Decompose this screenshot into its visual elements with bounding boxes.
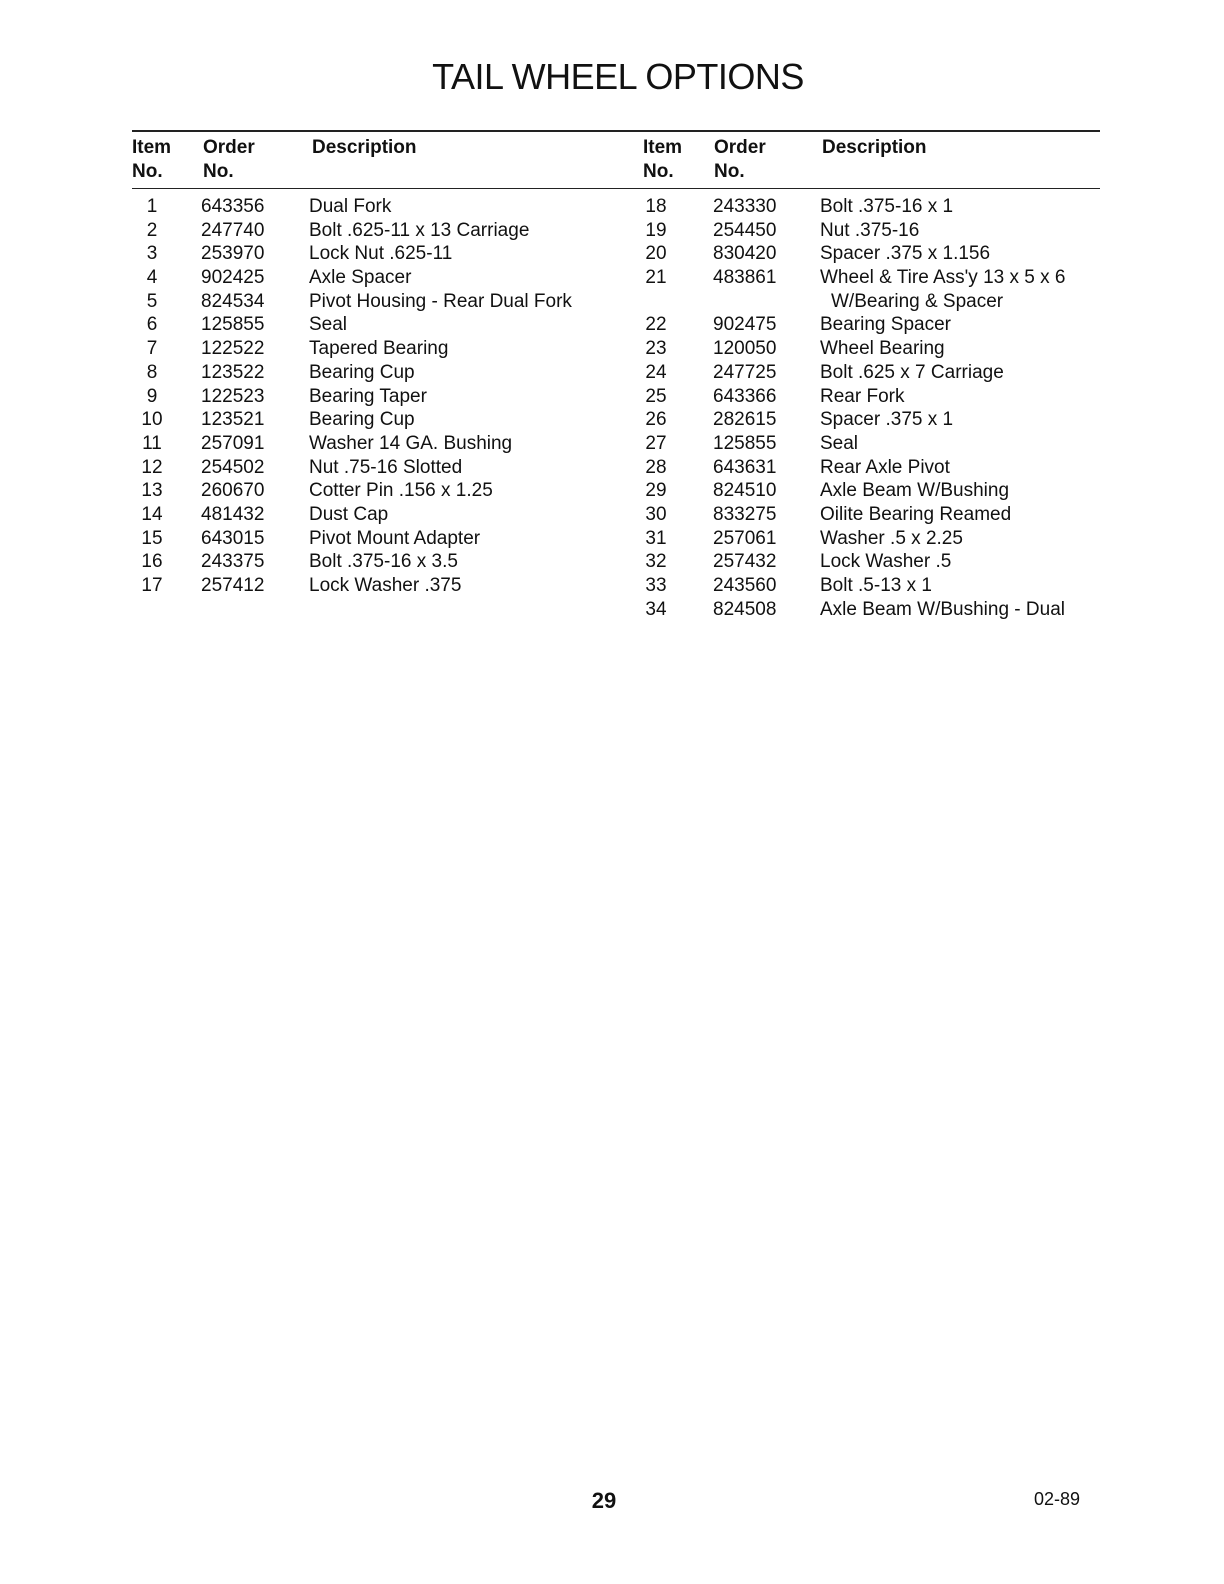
item-no-cell: 31 — [645, 527, 667, 549]
order-no-cell: 120050 — [713, 338, 777, 360]
order-no-cell: 481432 — [201, 503, 265, 525]
item-no-cell: 1 — [146, 196, 158, 217]
description-cell: Bolt .5-13 x 1 — [820, 575, 932, 596]
order-no-cell: 122523 — [201, 385, 265, 407]
order-no-cell: 123522 — [201, 361, 265, 383]
description-cell: Seal — [820, 432, 859, 454]
order-no-cell: 643015 — [201, 527, 265, 549]
item-no-cell: 6 — [146, 314, 158, 336]
item-no-cell: 34 — [645, 598, 667, 620]
item-no-cell: 15 — [141, 527, 163, 549]
description-cell: Washer 14 GA. Bushing — [309, 432, 513, 454]
item-no-cell: 33 — [645, 575, 667, 596]
item-no-cell: 32 — [645, 551, 667, 573]
order-no-cell: 260670 — [201, 480, 265, 502]
item-no-cell: 18 — [645, 196, 667, 217]
description-cell: Bolt .625 x 7 Carriage — [820, 361, 1004, 383]
item-no-cell: 3 — [146, 243, 158, 265]
description-cell: Bearing Taper — [309, 385, 427, 407]
description-cell: Dual Fork — [309, 196, 392, 217]
item-no-cell: 5 — [146, 290, 158, 312]
item-no-cell: 24 — [645, 361, 667, 383]
description-cell: Lock Washer .5 — [820, 551, 952, 573]
description-cell: Washer .5 x 2.25 — [820, 527, 963, 549]
order-no-cell: 282615 — [713, 409, 777, 431]
description-cell: Wheel Bearing — [820, 338, 945, 360]
description-cell: Cotter Pin .156 x 1.25 — [309, 480, 493, 502]
item-no-cell: 10 — [141, 409, 163, 431]
description-cell: Rear Axle Pivot — [820, 456, 950, 478]
item-no-cell: 26 — [645, 409, 667, 431]
item-no-cell: 27 — [645, 432, 667, 454]
header-bottom-rule — [132, 188, 1100, 189]
description-cell: Bolt .375-16 x 3.5 — [309, 551, 458, 573]
description-cell: Tapered Bearing — [309, 338, 449, 360]
description-cell: Lock Nut .625-11 — [309, 243, 453, 265]
description-cell: Nut .375-16 — [820, 219, 920, 241]
description-cell: Pivot Mount Adapter — [309, 527, 481, 549]
header-item-no-right: Item No. — [643, 137, 683, 182]
item-no-cell: 7 — [146, 338, 158, 360]
description-cell: Wheel & Tire Ass'y 13 x 5 x 6 — [820, 267, 1066, 289]
item-no-cell: 30 — [645, 503, 667, 525]
description-cell: Axle Beam W/Bushing - Dual — [820, 598, 1065, 620]
order-no-cell: 254502 — [201, 456, 265, 478]
item-no-cell: 13 — [141, 480, 163, 502]
order-no-cell: 125855 — [201, 314, 265, 336]
description-cell: Rear Fork — [820, 385, 905, 407]
item-no-cell: 23 — [645, 338, 667, 360]
order-no-cell: 243560 — [713, 575, 777, 596]
item-no-cell: 12 — [141, 456, 163, 478]
item-no-cell: 29 — [645, 480, 667, 502]
description-cell: Bearing Spacer — [820, 314, 951, 336]
order-no-cell: 824510 — [713, 480, 777, 502]
description-cell: Bearing Cup — [309, 361, 415, 383]
page-title: TAIL WHEEL OPTIONS — [432, 56, 804, 97]
item-no-cell: 22 — [645, 314, 667, 336]
description-cell: Spacer .375 x 1.156 — [820, 243, 991, 265]
description-cell: Pivot Housing - Rear Dual Fork — [309, 290, 572, 312]
order-no-cell: 830420 — [713, 243, 777, 265]
item-no-cell: 28 — [645, 456, 667, 478]
description-cell: Oilite Bearing Reamed — [820, 503, 1012, 525]
order-no-cell: 254450 — [713, 219, 777, 241]
description-cell: Nut .75-16 Slotted — [309, 456, 463, 478]
order-no-cell: 122522 — [201, 338, 265, 360]
order-no-cell: 243375 — [201, 551, 265, 573]
description-cell: Dust Cap — [309, 503, 389, 525]
order-no-cell: 643356 — [201, 196, 265, 217]
header-description-left: Description — [312, 137, 417, 158]
order-no-cell: 833275 — [713, 503, 777, 525]
item-no-cell: 16 — [141, 551, 163, 573]
order-no-cell: 257432 — [713, 551, 777, 573]
order-no-cell: 243330 — [713, 196, 777, 217]
order-no-cell: 253970 — [201, 243, 265, 265]
header-top-rule — [132, 130, 1100, 132]
description-cell: Seal — [309, 314, 348, 336]
order-no-cell: 902425 — [201, 267, 265, 289]
header-order-no-right: Order No. — [714, 137, 766, 182]
item-no-cell: 14 — [141, 503, 163, 525]
order-no-cell: 257091 — [201, 432, 265, 454]
item-no-cell: 20 — [645, 243, 667, 265]
description-cell: Spacer .375 x 1 — [820, 409, 954, 431]
order-no-cell: 247740 — [201, 219, 265, 241]
page-number: 29 — [591, 1488, 617, 1513]
item-no-cell: 11 — [142, 432, 162, 454]
description-cell: W/Bearing & Spacer — [831, 290, 1004, 312]
order-no-cell: 643631 — [713, 456, 777, 478]
order-no-cell: 824534 — [201, 290, 265, 312]
order-no-cell: 257061 — [713, 527, 777, 549]
item-no-cell: 25 — [645, 385, 667, 407]
order-no-cell: 483861 — [713, 267, 777, 289]
description-cell: Lock Washer .375 — [309, 575, 462, 596]
item-no-cell: 2 — [146, 219, 158, 241]
item-no-cell: 9 — [146, 385, 158, 407]
order-no-cell: 125855 — [713, 432, 777, 454]
item-no-cell: 17 — [141, 575, 163, 596]
order-no-cell: 902475 — [713, 314, 777, 336]
order-no-cell: 123521 — [201, 409, 265, 431]
description-cell: Axle Spacer — [309, 267, 412, 289]
item-no-cell: 4 — [146, 267, 158, 289]
item-no-cell: 8 — [146, 361, 158, 383]
order-no-cell: 257412 — [201, 575, 265, 596]
description-cell: Bolt .625-11 x 13 Carriage — [309, 219, 530, 241]
order-no-cell: 824508 — [713, 598, 777, 620]
header-order-no-left: Order No. — [203, 137, 255, 182]
order-no-cell: 643366 — [713, 385, 777, 407]
description-cell: Bolt .375-16 x 1 — [820, 196, 954, 217]
description-cell: Axle Beam W/Bushing — [820, 480, 1010, 502]
date-code: 02-89 — [1034, 1489, 1081, 1509]
description-cell: Bearing Cup — [309, 409, 415, 431]
order-no-cell: 247725 — [713, 361, 777, 383]
item-no-cell: 21 — [645, 267, 667, 289]
item-no-cell: 19 — [645, 219, 667, 241]
header-item-no-left: Item No. — [132, 137, 172, 182]
header-description-right: Description — [822, 137, 927, 158]
